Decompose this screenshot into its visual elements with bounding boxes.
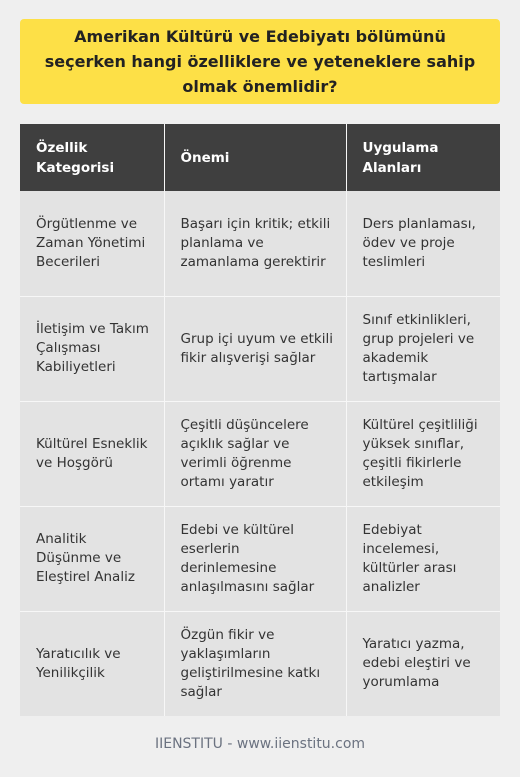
footer-credit: IIENSTITU - www.iienstitu.com [154, 736, 366, 752]
table-row [20, 611, 500, 716]
cell-category: Kültürel Esneklik ve Hoşgörü [20, 401, 164, 506]
cell-importance: Edebi ve kültürel eserlerin derinlemesine anlaşılmasını sağlar [164, 506, 346, 611]
cell-application: Kültürel çeşitliliği yüksek sınıflar, çeşitli fikirlerle etkileşim [346, 401, 500, 506]
cell-category: İletişim ve Takım Çalışması Kabiliyetleri [20, 296, 164, 401]
cell-importance: Başarı için kritik; etkili planlama ve zamanlama gerektirir [164, 191, 346, 296]
column-header-application: Uygulama Alanları [346, 124, 500, 191]
cell-importance: Grup içi uyum ve etkili fikir alışverişi sağlar [164, 296, 346, 401]
column-header-importance: Önemi [164, 124, 346, 191]
page-title: Amerikan Kültürü ve Edebiyatı bölümünü seçerken hangi özelliklere ve yeteneklere sahip olmak önemlidir? [44, 27, 476, 96]
features-table [20, 124, 500, 716]
column-header-category: Özellik Kategorisi [20, 124, 164, 191]
table-header-row [20, 124, 500, 191]
table-row [20, 401, 500, 506]
cell-application: Sınıf etkinlikleri, grup projeleri ve akademik tartışmalar [346, 296, 500, 401]
cell-importance: Özgün fikir ve yaklaşımların geliştirilmesine katkı sağlar [164, 611, 346, 716]
title-banner [20, 19, 500, 104]
cell-category: Yaratıcılık ve Yenilikçilik [20, 611, 164, 716]
cell-application: Yaratıcı yazma, edebi eleştiri ve yorumlama [346, 611, 500, 716]
cell-importance: Çeşitli düşüncelere açıklık sağlar ve verimli öğrenme ortamı yaratır [164, 401, 346, 506]
table-row [20, 296, 500, 401]
table-row [20, 506, 500, 611]
cell-category: Örgütlenme ve Zaman Yönetimi Becerileri [20, 191, 164, 296]
cell-application: Ders planlaması, ödev ve proje teslimleri [346, 191, 500, 296]
table-row [20, 191, 500, 296]
cell-application: Edebiyat incelemesi, kültürler arası analizler [346, 506, 500, 611]
cell-category: Analitik Düşünme ve Eleştirel Analiz [20, 506, 164, 611]
